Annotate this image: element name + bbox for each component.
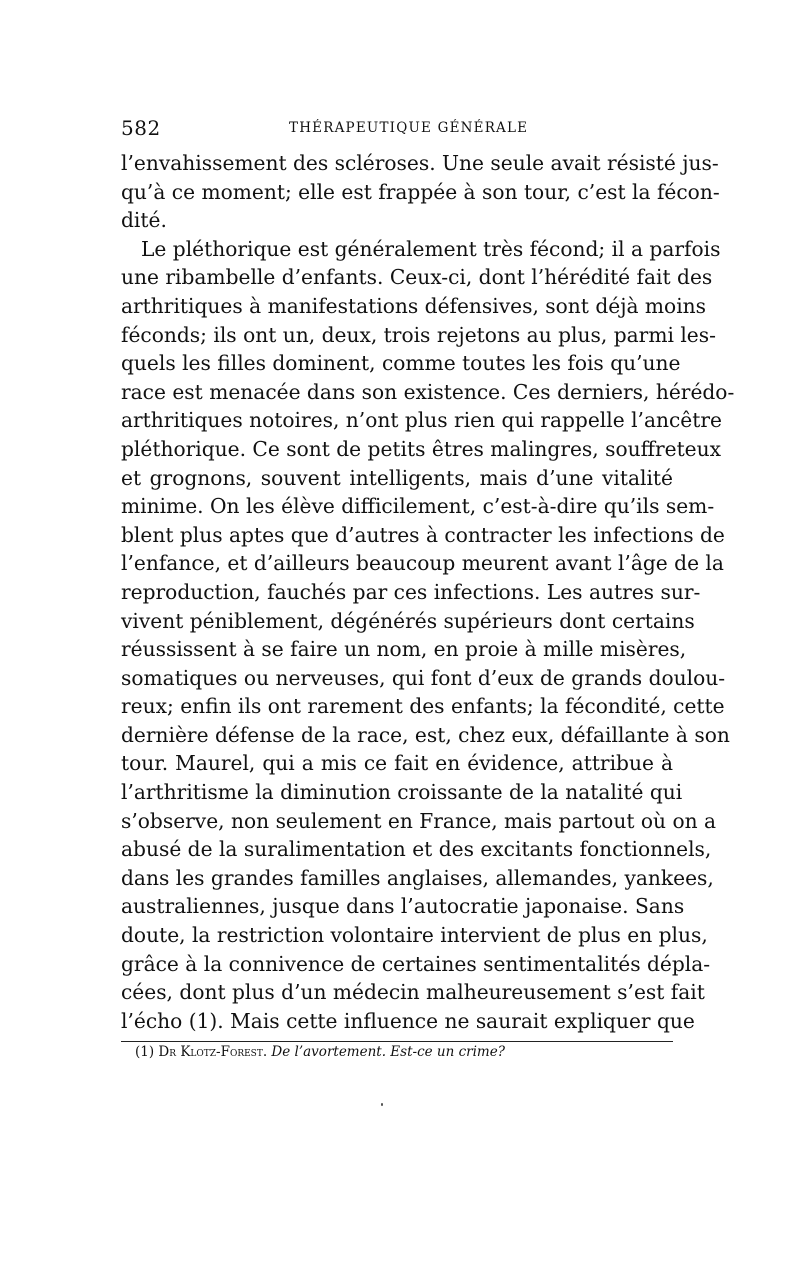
text-line: dans les grandes familles anglaises, allemandes, yankees, xyxy=(121,865,714,890)
text-line: arthritiques à manifestations défensives, sont déjà moins xyxy=(121,293,707,318)
footnote xyxy=(121,1043,673,1061)
text-line: l’arthritisme la diminution croissante de la natalité qui xyxy=(121,780,683,805)
text-line: et grognons, souvent intelligents, mais d’une vitalité xyxy=(121,465,673,490)
text-line: cées, dont plus d’un médecin malheureusement s’est fait xyxy=(121,980,705,1005)
text-line: grâce à la connivence de certaines sentimentalités dépla- xyxy=(121,951,711,976)
footnote-title: De l’avortement. Est-ce un crime? xyxy=(271,1044,505,1061)
text-line: l’enfance, et d’ailleurs beaucoup meurent avant l’âge de la xyxy=(121,551,724,576)
text-line: l’écho (1). Mais cette influence ne saurait expliquer que xyxy=(121,1008,695,1033)
text-line: réussissent à se faire un nom, en proie à mille misères, xyxy=(121,637,687,662)
page-number: 582 xyxy=(121,116,161,140)
footnote-divider xyxy=(121,1041,673,1042)
text-line: somatiques ou nerveuses, qui font d’eux de grands doulou- xyxy=(121,665,726,690)
text-line: Le pléthorique est généralement très fécond; il a parfois xyxy=(141,236,721,261)
text-line: reux; enfin ils ont rarement des enfants; la fécondité, cette xyxy=(121,694,725,719)
text-line: arthritiques notoires, n’ont plus rien qui rappelle l’ancêtre xyxy=(121,408,722,433)
footnote-author: Dr Klotz-Forest. xyxy=(158,1044,268,1061)
body-text xyxy=(121,149,735,1035)
text-line: une ribambelle d’enfants. Ceux-ci, dont l’hérédité fait des xyxy=(121,265,713,290)
footnote-marker: (1) xyxy=(135,1044,155,1061)
running-header xyxy=(121,116,673,142)
text-line: dernière défense de la race, est, chez eux, défaillante à son xyxy=(121,722,730,747)
text-line: minime. On les élève difficilement, c’est-à-dire qu’ils sem- xyxy=(121,494,715,519)
text-line: pléthorique. Ce sont de petits êtres malingres, souffreteux xyxy=(121,436,722,461)
ink-speck xyxy=(381,1103,383,1106)
text-line: quels les filles dominent, comme toutes les fois qu’une xyxy=(121,351,681,376)
text-line: qu’à ce moment; elle est frappée à son tour, c’est la fécon- xyxy=(121,179,720,204)
running-title: THÉRAPEUTIQUE GÉNÉRALE xyxy=(289,120,529,136)
text-line: tour. Maurel, qui a mis ce fait en évidence, attribue à xyxy=(121,751,673,776)
text-line: s’observe, non seulement en France, mais partout où on a xyxy=(121,808,717,833)
text-line: dité. xyxy=(121,208,167,233)
text-line: doute, la restriction volontaire intervient de plus en plus, xyxy=(121,923,708,948)
book-page xyxy=(121,116,735,1061)
text-line: l’envahissement des scléroses. Une seule avait résisté jus- xyxy=(121,151,719,175)
text-line: abusé de la suralimentation et des excitants fonctionnels, xyxy=(121,837,712,862)
text-line: australiennes, jusque dans l’autocratie japonaise. Sans xyxy=(121,894,685,919)
text-line: blent plus aptes que d’autres à contracter les infections de xyxy=(121,522,725,547)
text-line: reproduction, fauchés par ces infections. Les autres sur- xyxy=(121,579,701,604)
text-line: race est menacée dans son existence. Ces derniers, hérédo- xyxy=(121,379,735,404)
text-line: vivent péniblement, dégénérés supérieurs dont certains xyxy=(121,608,695,633)
text-line: féconds; ils ont un, deux, trois rejetons au plus, parmi les- xyxy=(121,322,716,347)
